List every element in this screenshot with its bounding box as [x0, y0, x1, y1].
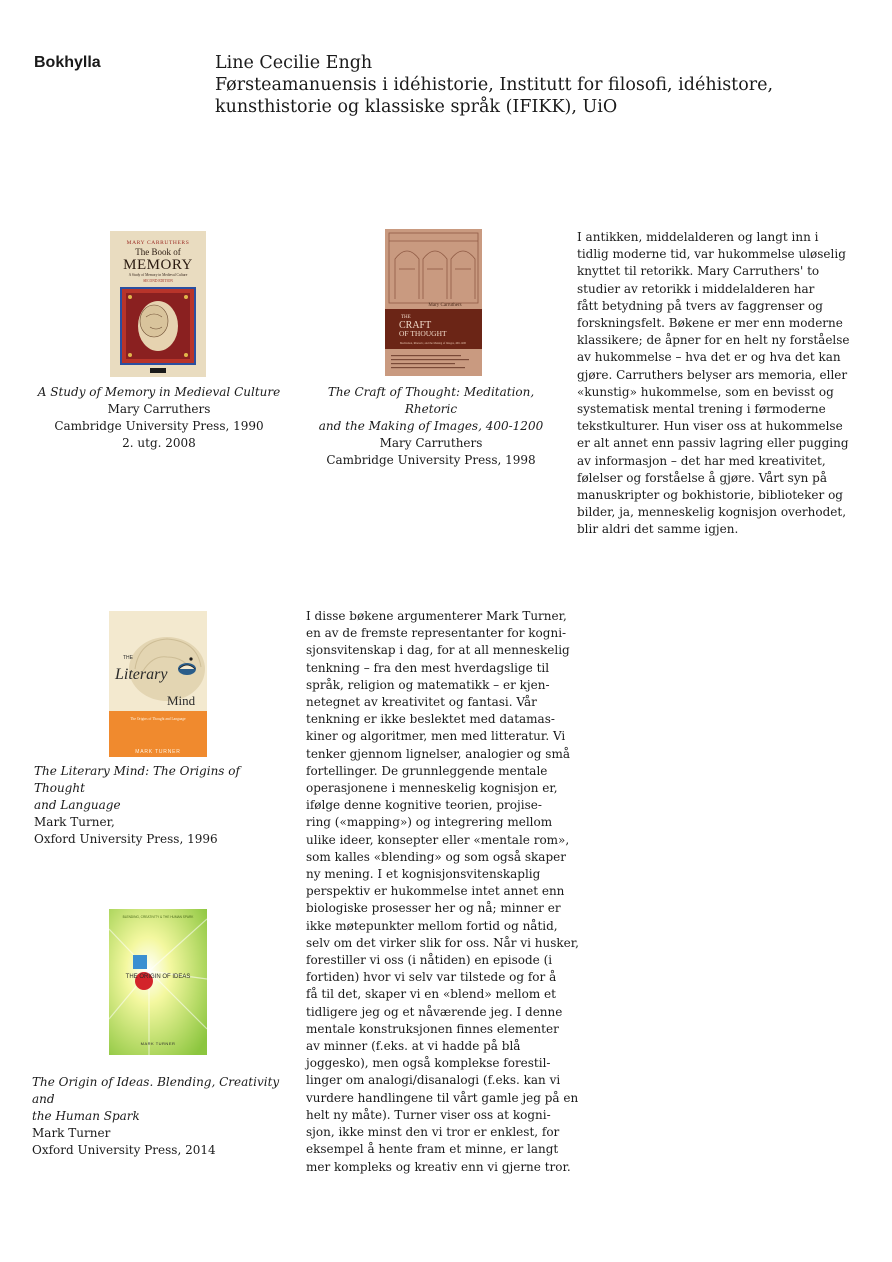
book-title-line: The Origin of Ideas. Blending, Creativity and [32, 1075, 280, 1106]
text-line: fortiden) hvor vi selv var tilstede og for å [306, 970, 557, 985]
book-cover-art [109, 611, 207, 757]
cover-title-large-2: Mind [167, 693, 196, 708]
text-line: følelser og forståelse å gjøre. Vårt syn på [577, 470, 827, 485]
text-line: linger om analogi/disanalogi (f.eks. kan vi [306, 1073, 561, 1088]
book-title-line: The Craft of Thought: Meditation, Rhetoric [327, 385, 535, 416]
book-title-line: and Language [34, 798, 121, 812]
text-line: I antikken, middelalderen og langt inn i [577, 230, 819, 244]
text-line: tidligere jeg og et nåværende jeg. I denne [306, 1004, 563, 1019]
cover-edition: SECOND EDITION [143, 279, 173, 283]
text-line: sjonsvitenskap i dag, for at all menneskelig [306, 643, 570, 658]
author-name: Line Cecilie Engh [215, 53, 373, 73]
book-caption-literary-mind [34, 763, 294, 848]
text-line: ikke møtepunkter mellom fortid og nåtid, [306, 918, 558, 933]
book-author: Mary Carruthers [107, 402, 211, 416]
cover-subtitle: BLENDING, CREATIVITY & THE HUMAN SPARK [122, 915, 194, 919]
text-line: I disse bøkene argumenterer Mark Turner, [306, 609, 567, 623]
text-line: systematisk mental trening i førmoderne [577, 402, 826, 417]
text-line: biologiske prosesser her og nå; minner er [306, 901, 561, 916]
book-caption-book-of-memory [34, 384, 284, 452]
cover-title-small: THE [123, 655, 133, 661]
text-line: forestiller vi oss (i nåtiden) en episode (i [306, 953, 553, 968]
book-caption-origin-of-ideas [32, 1074, 294, 1159]
book-title-line: The Literary Mind: The Origins of Thought [34, 764, 240, 795]
text-line: forskningsfelt. Bøkene er mer enn moderne [577, 316, 843, 331]
text-line: studier av retorikk i middelalderen har [577, 281, 815, 296]
book-author: Mark Turner, [34, 815, 115, 829]
book-cover-art [109, 909, 207, 1055]
text-line: språk, religion og matematikk – er kjen- [306, 677, 550, 692]
cover-subtitle: A Study of Memory in Medieval Culture [128, 273, 188, 277]
text-line: perspektiv er hukommelse intet annet enn [306, 884, 565, 899]
cover-title: THE ORIGIN OF IDEAS [125, 974, 191, 980]
book-cover-art [110, 231, 206, 377]
text-line: tidlig moderne tid, var hukommelse uløselig [577, 247, 846, 262]
text-line: tekstkulturer. Hun viser oss at hukommelse [577, 419, 843, 434]
text-line: eksempel å hente fram et minne, er langt [306, 1142, 559, 1157]
text-line: bilder, ja, menneskelig kognisjon overhodet, [577, 505, 847, 520]
text-line: blir aldri det samme igjen. [577, 522, 739, 537]
cover-author-text: Mary Carruthers [428, 303, 462, 308]
text-line: kiner og algoritmer, men med litteratur. Vi [306, 729, 566, 744]
book-cover-craft-of-thought [385, 229, 482, 376]
text-line: er alt annet enn passiv lagring eller pugging [577, 436, 849, 451]
cover-title-large: CRAFT [399, 320, 432, 331]
book-cover-art [385, 229, 482, 376]
cover-title-small: The Book of [135, 247, 181, 257]
book-publisher: Cambridge University Press, 1990 [54, 419, 264, 433]
text-line: ulike ideer, konsepter eller «mentale rom», [306, 832, 570, 847]
book-edition: 2. utg. 2008 [122, 436, 196, 450]
text-line: tenker gjennom lignelser, analogier og små [306, 746, 570, 761]
text-line: «kunstig» hukommelse, som en bevisst og [577, 384, 834, 399]
text-line: ifølge denne kognitive teorien, projise- [306, 798, 542, 813]
text-line: mer kompleks og kreativ enn vi gjerne tror. [306, 1159, 571, 1174]
text-line: selv om det virker slik for oss. Når vi husker, [306, 935, 579, 950]
text-line: joggesko), men også komplekse forestil- [306, 1056, 551, 1071]
book-title-line: and the Making of Images, 400-1200 [318, 419, 544, 433]
book-cover-origin-of-ideas [109, 909, 207, 1055]
text-line: netegnet av kreativitet og fantasi. Vår [306, 695, 537, 710]
cover-title-large: Literary [115, 666, 168, 683]
cover-subtitle: The Origins of Thought and Language [130, 717, 186, 721]
book-cover-literary-mind [109, 611, 207, 757]
text-line: få til det, skaper vi en «blend» mellom et [306, 987, 556, 1002]
book-publisher: Oxford University Press, 1996 [34, 832, 218, 846]
author-title-line: Førsteamanuensis i idéhistorie, Institutt for filosofi, idéhistore, [215, 75, 774, 95]
book-cover-book-of-memory [110, 231, 206, 377]
book-publisher: Cambridge University Press, 1998 [326, 453, 536, 467]
text-line: ring («mapping») og integrering mellom [306, 815, 553, 830]
text-line: som kalles «blending» og som også skaper [306, 849, 566, 864]
cover-title-large: MEMORY [123, 257, 193, 273]
cover-author-text: MARK TURNER [135, 749, 181, 755]
text-line: tenkning – fra den mest hverdagslige til [306, 660, 550, 675]
text-line: av hukommelse – hva det er og hva det kan [577, 350, 841, 365]
text-line: vurdere handlingene til vårt gamle jeg på en [306, 1090, 579, 1105]
text-line: tenkning er ikke beslektet med datamas- [306, 712, 555, 727]
cover-author-text: MARY CARRUTHERS [126, 240, 190, 246]
book-title-line: the Human Spark [32, 1109, 140, 1123]
cover-author-text: MARK TURNER [140, 1041, 176, 1046]
text-line: fått betydning på tvers av faggrenser og [577, 298, 823, 313]
text-line: gjøre. Carruthers belyser ars memoria, eller [577, 367, 848, 382]
book-publisher: Oxford University Press, 2014 [32, 1143, 216, 1157]
book-caption-craft-of-thought [306, 384, 556, 469]
text-line: operasjonene i menneskelig kognisjon er, [306, 781, 558, 796]
text-line: knyttet til retorikk. Mary Carruthers' to [577, 264, 820, 279]
text-line: av informasjon – det har med kreativitet, [577, 453, 826, 468]
section-label: Bokhylla [34, 54, 101, 71]
cover-title-small: THE [401, 315, 411, 320]
text-line: helt ny måte). Turner viser oss at kogni- [306, 1107, 551, 1122]
carruthers-text [577, 229, 850, 539]
text-line: en av de fremste representanter for kogni- [306, 626, 567, 641]
text-line: sjon, ikke minst den vi tror er enklest, for [306, 1125, 560, 1140]
author-title-line: kunsthistorie og klassiske språk (IFIKK), UiO [215, 97, 618, 117]
text-line: av minner (f.eks. at vi hadde på blå [306, 1039, 521, 1054]
turner-text [306, 608, 579, 1176]
cover-subtitle: Meditation, Rhetoric, and the Making of Images, 400-1200 [399, 342, 467, 345]
text-line: manuskripter og bokhistorie, biblioteker og [577, 488, 843, 503]
book-author: Mark Turner [32, 1126, 111, 1140]
text-line: mentale konstruksjonen finnes elementer [306, 1021, 559, 1036]
book-author: Mary Carruthers [379, 436, 483, 450]
author-header [215, 52, 835, 118]
book-title: A Study of Memory in Medieval Culture [37, 385, 281, 399]
text-line: klassikere; de åpner for en helt ny forståelse [577, 333, 850, 348]
cover-title-large-2: OF THOUGHT [399, 329, 447, 338]
text-line: fortellinger. De grunnleggende mentale [306, 763, 548, 778]
text-line: ny mening. I et kognisjonsvitenskaplig [306, 867, 541, 882]
